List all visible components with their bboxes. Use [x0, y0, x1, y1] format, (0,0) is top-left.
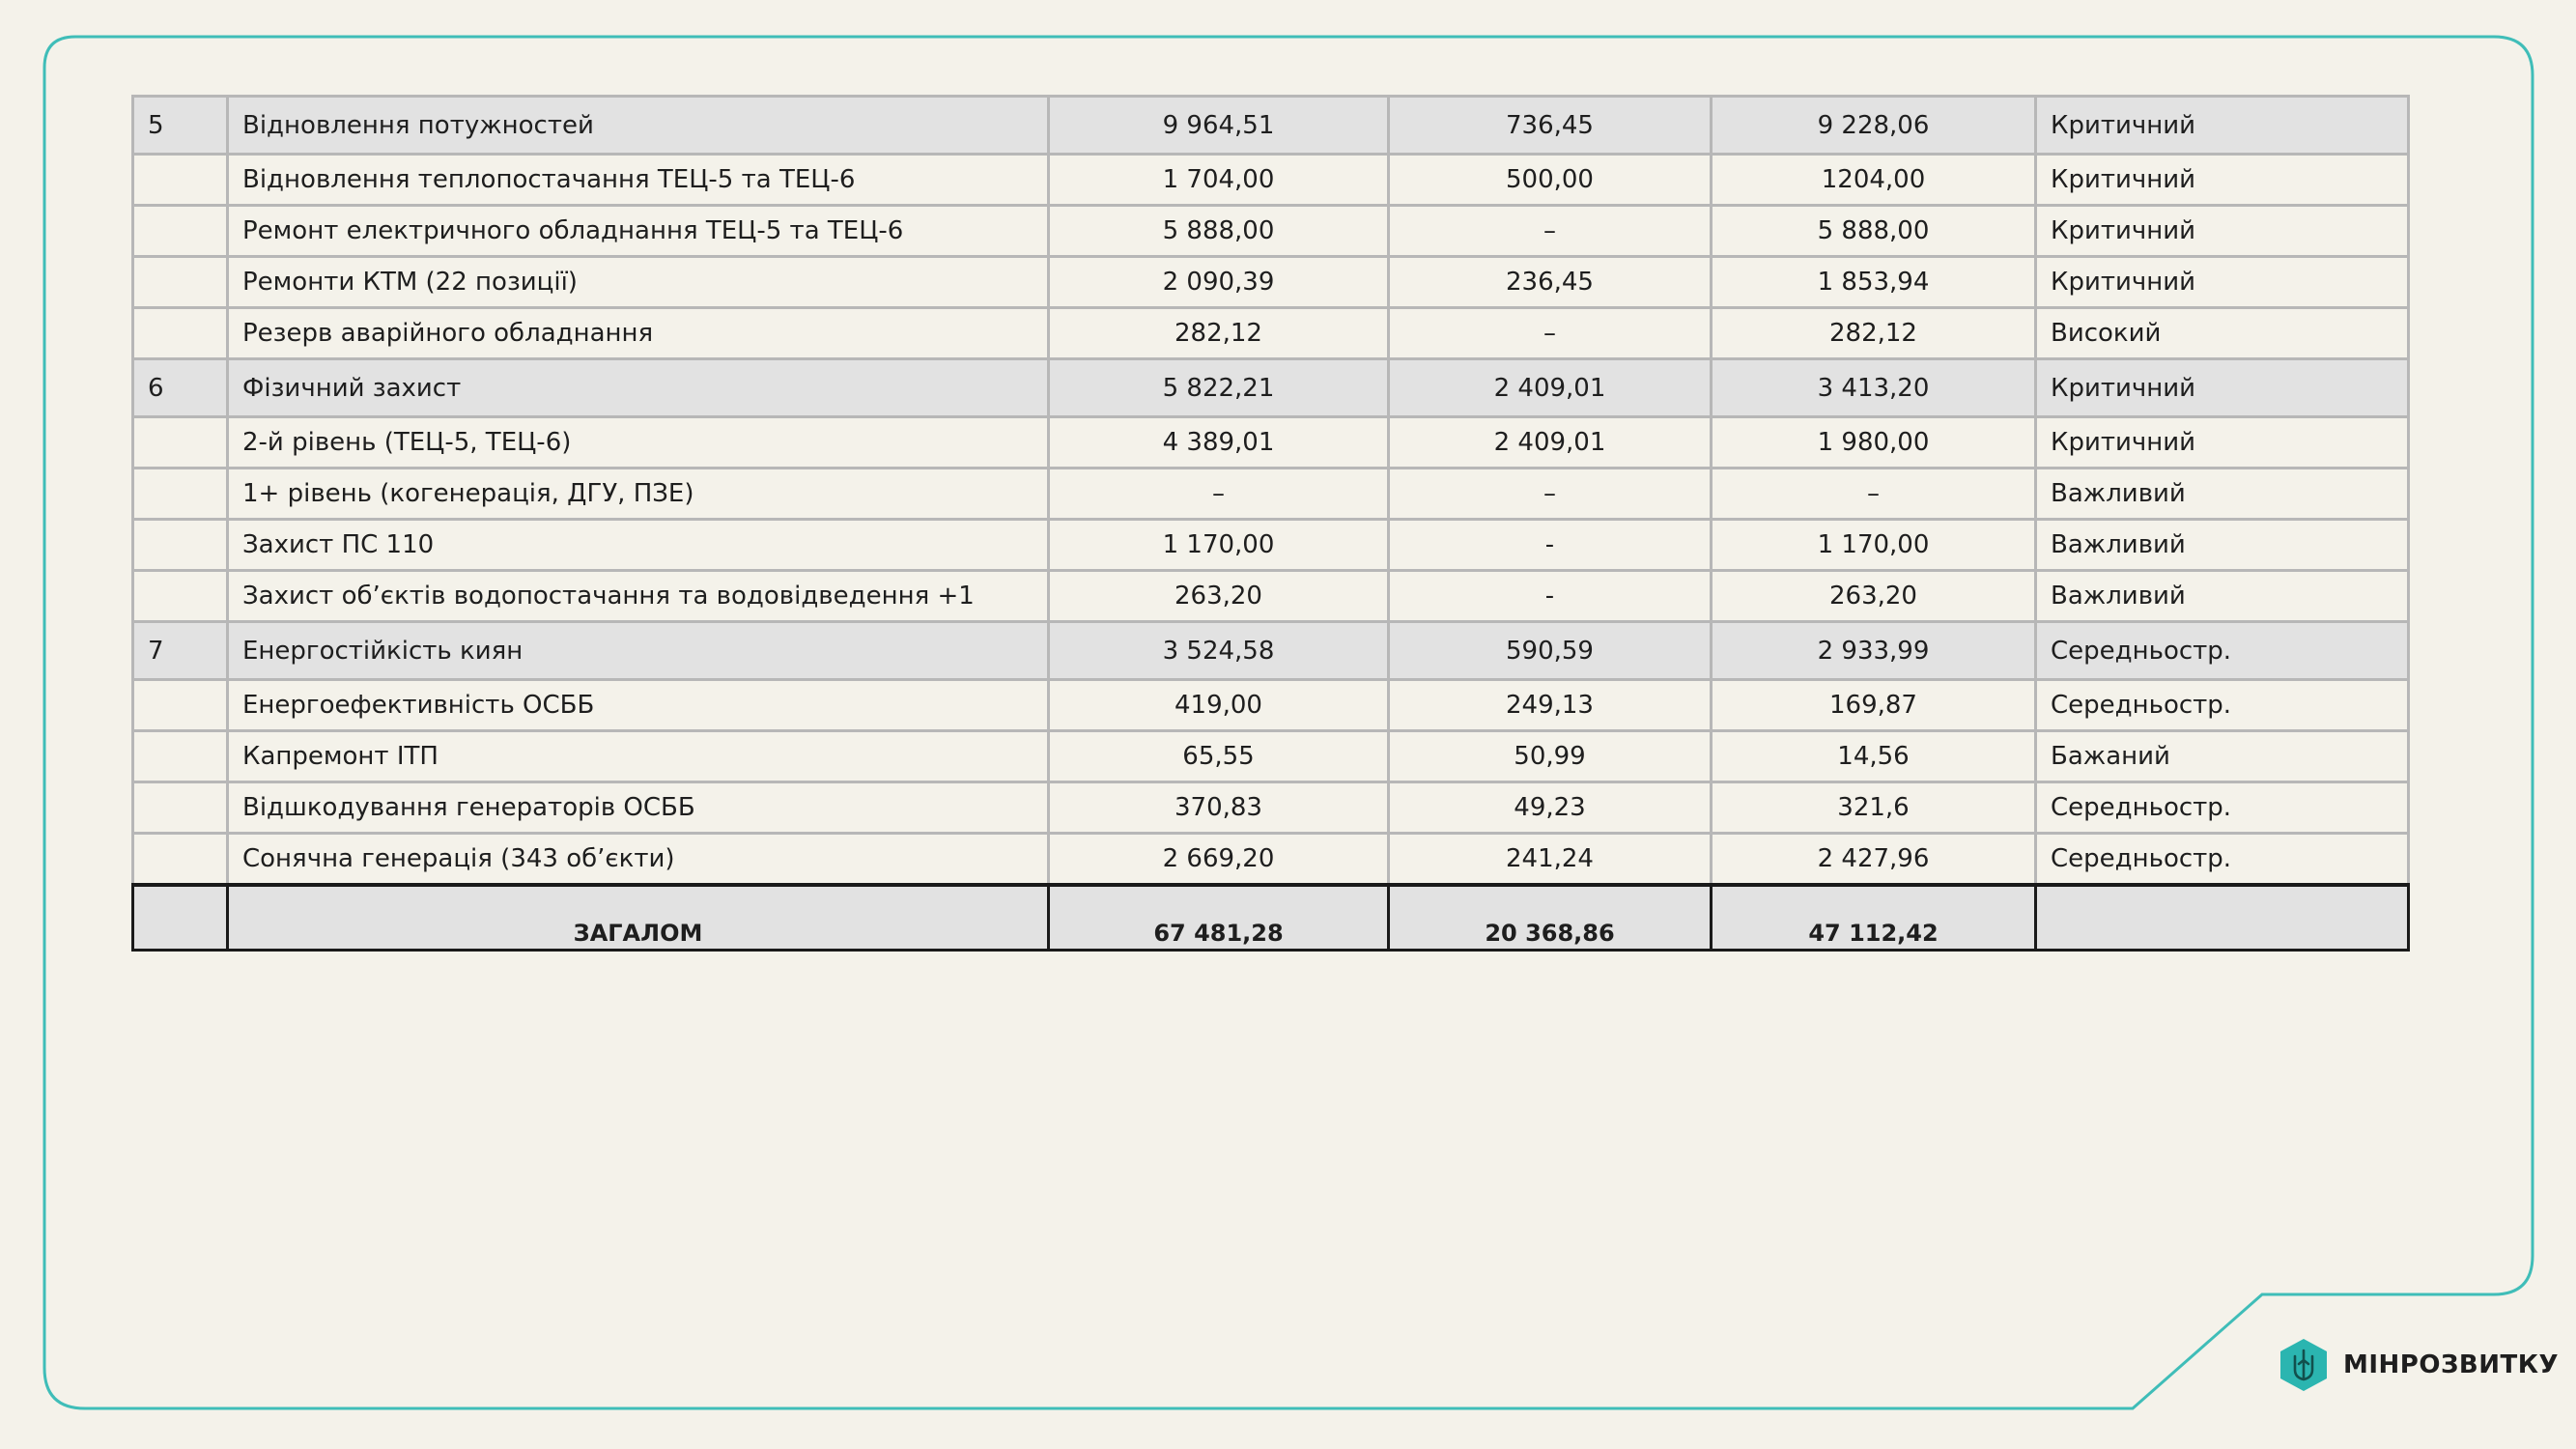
trident-emblem-icon [2278, 1337, 2330, 1393]
row-name: Капремонт ІТП [228, 731, 1049, 782]
row-value-3: 14,56 [1712, 731, 2036, 782]
section-row [133, 359, 2409, 417]
table-row [133, 680, 2409, 731]
row-priority: Важливий [2036, 469, 2409, 520]
row-value-3: 1 853,94 [1712, 257, 2036, 308]
total-value-3: 47 112,42 [1712, 885, 2036, 951]
row-index: 5 [133, 97, 228, 155]
total-value-2: 20 368,86 [1389, 885, 1712, 951]
row-index [133, 155, 228, 206]
row-value-3: 263,20 [1712, 571, 2036, 622]
row-index [133, 308, 228, 359]
row-value-2: 50,99 [1389, 731, 1712, 782]
total-index [133, 885, 228, 951]
row-value-2: 49,23 [1389, 782, 1712, 834]
row-value-1: 2 090,39 [1049, 257, 1389, 308]
row-priority: Критичний [2036, 206, 2409, 257]
logo-text: МІНРОЗВИТКУ [2343, 1350, 2560, 1379]
table-row [133, 834, 2409, 886]
row-value-2: 236,45 [1389, 257, 1712, 308]
row-value-2: 249,13 [1389, 680, 1712, 731]
row-index [133, 520, 228, 571]
section-row [133, 622, 2409, 680]
table-row [133, 571, 2409, 622]
row-index [133, 680, 228, 731]
row-value-2: - [1389, 571, 1712, 622]
row-value-1: 263,20 [1049, 571, 1389, 622]
total-value-1: 67 481,28 [1049, 885, 1389, 951]
table-body [133, 97, 2409, 951]
row-value-2: – [1389, 206, 1712, 257]
row-priority: Високий [2036, 308, 2409, 359]
row-priority: Критичний [2036, 97, 2409, 155]
row-name: Фізичний захист [228, 359, 1049, 417]
table-row [133, 731, 2409, 782]
row-name: 2-й рівень (ТЕЦ-5, ТЕЦ-6) [228, 417, 1049, 469]
row-name: Резерв аварійного обладнання [228, 308, 1049, 359]
budget-table [131, 95, 2410, 952]
row-name: Енергоефективність ОСББ [228, 680, 1049, 731]
row-priority: Критичний [2036, 155, 2409, 206]
table-row [133, 308, 2409, 359]
row-priority: Бажаний [2036, 731, 2409, 782]
row-index [133, 206, 228, 257]
row-value-3: 1 980,00 [1712, 417, 2036, 469]
row-value-3: 3 413,20 [1712, 359, 2036, 417]
row-value-2: – [1389, 308, 1712, 359]
row-value-3: 321,6 [1712, 782, 2036, 834]
total-row [133, 885, 2409, 951]
row-index: 6 [133, 359, 228, 417]
row-value-2: 500,00 [1389, 155, 1712, 206]
row-index [133, 834, 228, 886]
row-value-1: 282,12 [1049, 308, 1389, 359]
row-value-1: 1 704,00 [1049, 155, 1389, 206]
row-name: 1+ рівень (когенерація, ДГУ, ПЗЕ) [228, 469, 1049, 520]
row-value-3: 1204,00 [1712, 155, 2036, 206]
row-index [133, 571, 228, 622]
row-value-1: 3 524,58 [1049, 622, 1389, 680]
row-value-3: 1 170,00 [1712, 520, 2036, 571]
row-priority: Критичний [2036, 359, 2409, 417]
row-value-1: 4 389,01 [1049, 417, 1389, 469]
row-priority: Важливий [2036, 520, 2409, 571]
row-value-3: 9 228,06 [1712, 97, 2036, 155]
row-value-1: – [1049, 469, 1389, 520]
row-index [133, 731, 228, 782]
row-value-3: – [1712, 469, 2036, 520]
row-value-1: 370,83 [1049, 782, 1389, 834]
table-row [133, 257, 2409, 308]
row-priority: Середньостр. [2036, 680, 2409, 731]
row-name: Захист ПС 110 [228, 520, 1049, 571]
row-priority: Важливий [2036, 571, 2409, 622]
row-value-2: 241,24 [1389, 834, 1712, 886]
ministry-logo [2278, 1337, 2559, 1393]
table-row [133, 469, 2409, 520]
row-value-1: 1 170,00 [1049, 520, 1389, 571]
row-priority: Критичний [2036, 417, 2409, 469]
row-value-3: 2 933,99 [1712, 622, 2036, 680]
section-row [133, 97, 2409, 155]
row-index [133, 782, 228, 834]
total-priority [2036, 885, 2409, 951]
table-row [133, 520, 2409, 571]
total-label: ЗАГАЛОМ [228, 885, 1049, 951]
row-value-2: 2 409,01 [1389, 417, 1712, 469]
row-priority: Критичний [2036, 257, 2409, 308]
row-name: Відшкодування генераторів ОСББ [228, 782, 1049, 834]
row-index [133, 417, 228, 469]
row-index [133, 469, 228, 520]
row-name: Захист об’єктів водопостачання та водовідведення +1 [228, 571, 1049, 622]
row-priority: Середньостр. [2036, 834, 2409, 886]
row-value-3: 282,12 [1712, 308, 2036, 359]
table-row [133, 417, 2409, 469]
row-value-3: 169,87 [1712, 680, 2036, 731]
row-value-2: 736,45 [1389, 97, 1712, 155]
row-value-3: 5 888,00 [1712, 206, 2036, 257]
row-name: Ремонти КТМ (22 позиції) [228, 257, 1049, 308]
row-value-1: 5 822,21 [1049, 359, 1389, 417]
row-value-2: – [1389, 469, 1712, 520]
row-index: 7 [133, 622, 228, 680]
row-name: Енергостійкість киян [228, 622, 1049, 680]
row-value-3: 2 427,96 [1712, 834, 2036, 886]
row-value-1: 5 888,00 [1049, 206, 1389, 257]
row-name: Сонячна генерація (343 об’єкти) [228, 834, 1049, 886]
row-value-2: 2 409,01 [1389, 359, 1712, 417]
row-value-1: 9 964,51 [1049, 97, 1389, 155]
table-row [133, 206, 2409, 257]
row-name: Відновлення потужностей [228, 97, 1049, 155]
row-value-1: 2 669,20 [1049, 834, 1389, 886]
row-value-2: 590,59 [1389, 622, 1712, 680]
table-row [133, 155, 2409, 206]
row-value-2: - [1389, 520, 1712, 571]
table-row [133, 782, 2409, 834]
row-index [133, 257, 228, 308]
row-priority: Середньостр. [2036, 622, 2409, 680]
row-name: Відновлення теплопостачання ТЕЦ-5 та ТЕЦ-6 [228, 155, 1049, 206]
row-value-1: 419,00 [1049, 680, 1389, 731]
row-name: Ремонт електричного обладнання ТЕЦ-5 та ТЕЦ-6 [228, 206, 1049, 257]
row-value-1: 65,55 [1049, 731, 1389, 782]
row-priority: Середньостр. [2036, 782, 2409, 834]
